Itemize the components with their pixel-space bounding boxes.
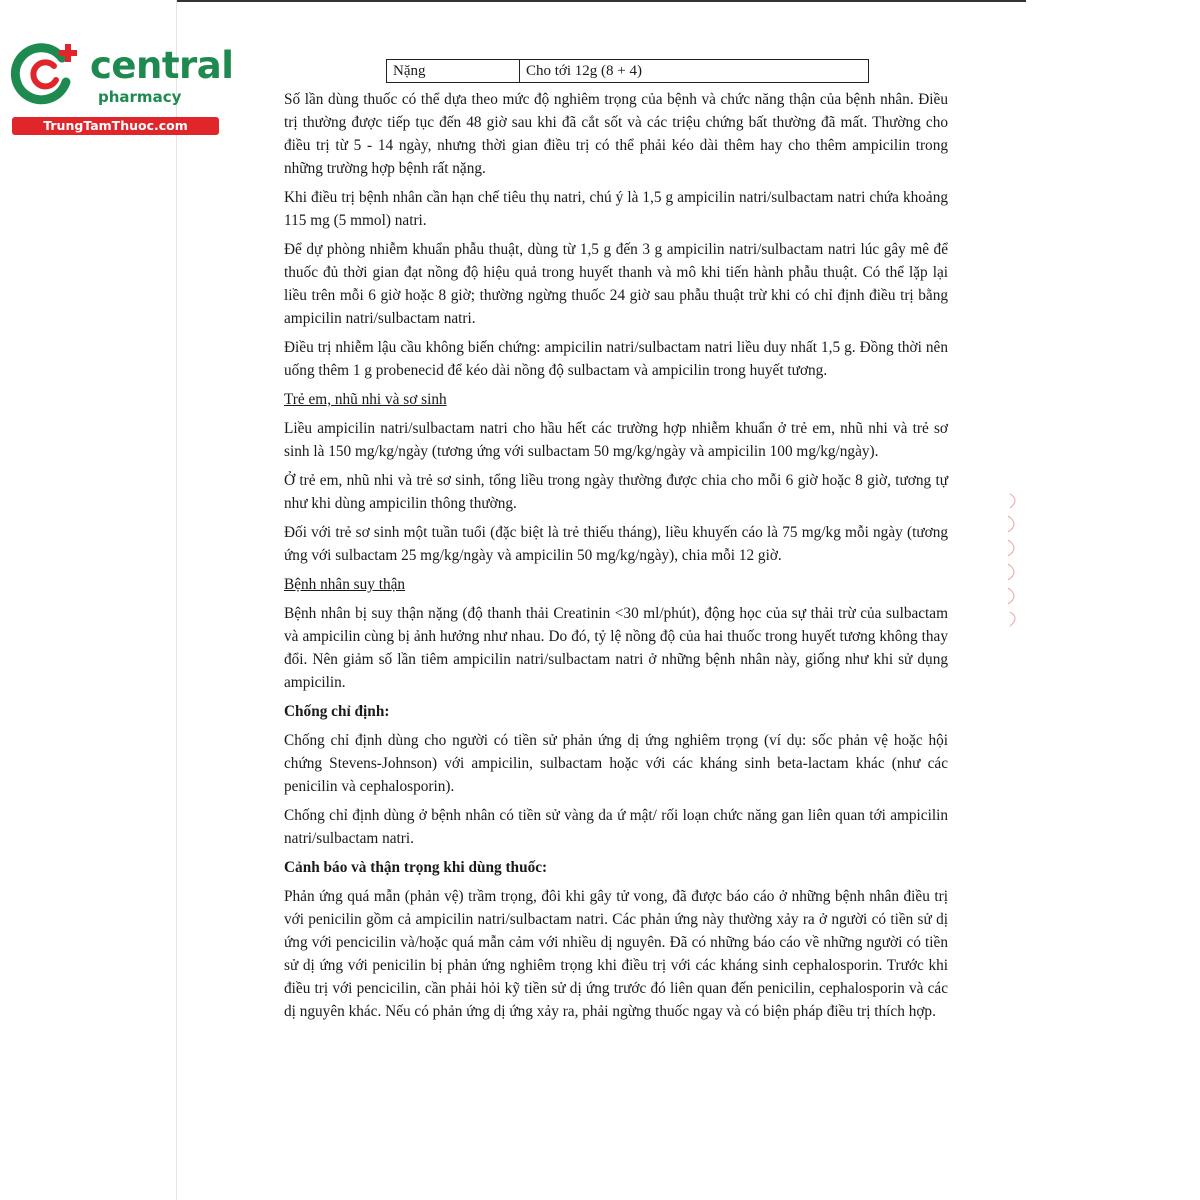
central-pharmacy-logo[interactable]: [10, 38, 234, 138]
paragraph-renal-impairment: Bệnh nhân bị suy thận nặng (độ thanh thải Creatinin <30 ml/phút), động học của sự thải trừ của sulbactam và ampicilin cùng bị ảnh hưởng như nhau. Do đó, tỷ lệ nồng độ của hai thuốc trong huyết tương không thay đổi. Nên giảm số lần tiêm ampicilin natri/sulbactam natri ở những bệnh nhân này, giống như khi sử dụng ampicilin.: [284, 605, 948, 691]
heading-contraindications: Chống chỉ định:: [284, 703, 390, 720]
paragraph-hypersensitivity: Phản ứng quá mẫn (phản vệ) trầm trọng, đôi khi gây tử vong, đã được báo cáo ở những bệnh nhân điều trị với penicilin gồm cả ampicilin natri/sulbactam natri. Các phản ứng này thường xảy ra ở người có tiền sử dị ứng với pencicilin và/hoặc quá mẫn cảm với nhiều dị nguyên. Đã có những báo cáo về những người có tiền sử dị ứng với penicilin bị phản ứng nghiêm trọng khi điều trị với các kháng sinh cephalosporin. Trước khi điều trị với pencicilin, cần phải hỏi kỹ tiền sử dị ứng trước đó liên quan đến penicilin, cephalosporin và các dị nguyên khác. Nếu có phản ứng dị ứng xảy ra, phải ngừng thuốc ngay và có biện pháp điều trị thích hợp.: [284, 888, 948, 1020]
document-body: [284, 88, 948, 1029]
subheading-children: Trẻ em, nhũ nhi và sơ sinh: [284, 391, 447, 408]
page-top-border: [176, 0, 1026, 2]
pharmacy-cross-icon: [10, 38, 82, 110]
dose-level-cell: Nặng: [387, 60, 520, 83]
logo-brand-name: central: [90, 44, 234, 87]
paragraph-contraindication-liver: Chống chỉ định dùng ở bệnh nhân có tiền sử vàng da ứ mật/ rối loạn chức năng gan liên quan tới ampicilin natri/sulbactam natri.: [284, 807, 948, 847]
paragraph-gonorrhea: Điều trị nhiễm lậu cầu không biến chứng: ampicilin natri/sulbactam natri liều duy nhất 1,5 g. Đồng thời nên uống thêm 1 g probenecid để kéo dài nồng độ sulbactam và ampicilin trong huyết tương.: [284, 339, 948, 379]
logo-tagline: pharmacy: [98, 88, 182, 106]
paragraph-pediatric-interval: Ở trẻ em, nhũ nhi và trẻ sơ sinh, tổng liều trong ngày thường được chia cho mỗi 6 giờ hoặc 8 giờ, tương tự như khi dùng ampicilin thông thường.: [284, 472, 948, 512]
faded-stamp: [1002, 490, 1028, 640]
logo-url-badge[interactable]: TrungTamThuoc.com: [12, 117, 219, 135]
paragraph-sodium-note: Khi điều trị bệnh nhân cần hạn chế tiêu thụ natri, chú ý là 1,5 g ampicilin natri/sulbactam natri chứa khoảng 115 mg (5 mmol) natri.: [284, 189, 948, 229]
paragraph-pediatric-dose: Liều ampicilin natri/sulbactam natri cho hầu hết các trường hợp nhiễm khuẩn ở trẻ em, nhũ nhi và trẻ sơ sinh là 150 mg/kg/ngày (tương ứng với sulbactam 50 mg/kg/ngày và ampicilin 100 mg/kg/ngày).: [284, 420, 948, 460]
table-row: [387, 60, 869, 83]
page-left-edge: [176, 0, 177, 1200]
dose-amount-cell: Cho tới 12g (8 + 4): [520, 60, 869, 83]
paragraph-contraindication-allergy: Chống chỉ định dùng cho người có tiền sử phản ứng dị ứng nghiêm trọng (ví dụ: sốc phản vệ hoặc hội chứng Stevens-Johnson) với ampicilin, sulbactam hoặc với các kháng sinh beta-lactam khác (như các penicilin và cephalosporin).: [284, 732, 948, 795]
paragraph-neonate-dose: Đối với trẻ sơ sinh một tuần tuổi (đặc biệt là trẻ thiếu tháng), liều khuyến cáo là 75 mg/kg mỗi ngày (tương ứng với sulbactam 25 mg/kg/ngày và ampicilin 50 mg/kg/ngày), chia mỗi 12 giờ.: [284, 524, 948, 564]
dose-table: [386, 59, 869, 83]
paragraph-dosing-frequency: Số lần dùng thuốc có thể dựa theo mức độ nghiêm trọng của bệnh và chức năng thận của bệnh nhân. Điều trị thường được tiếp tục đến 48 giờ sau khi đã cắt sốt và các triệu chứng bất thường đã mất. Thường cho điều trị từ 5 - 14 ngày, nhưng thời gian điều trị có thể phải kéo dài thêm hay cho thêm ampicilin trong những trường hợp bệnh rất nặng.: [284, 91, 948, 177]
subheading-renal: Bệnh nhân suy thận: [284, 576, 406, 593]
heading-warnings: Cảnh báo và thận trọng khi dùng thuốc:: [284, 859, 548, 876]
stamp-mark: [1002, 490, 1028, 640]
paragraph-surgical-prophylaxis: Để dự phòng nhiễm khuẩn phẫu thuật, dùng từ 1,5 g đến 3 g ampicilin natri/sulbactam natri lúc gây mê để thuốc đủ thời gian đạt nồng độ hiệu quả trong huyết thanh và mô khi tiến hành phẫu thuật. Có thể lặp lại liều trên mỗi 6 giờ hoặc 8 giờ; thường ngừng thuốc 24 giờ sau phẫu thuật trừ khi có chỉ định điều trị bằng ampicilin natri/sulbactam natri.: [284, 241, 948, 327]
